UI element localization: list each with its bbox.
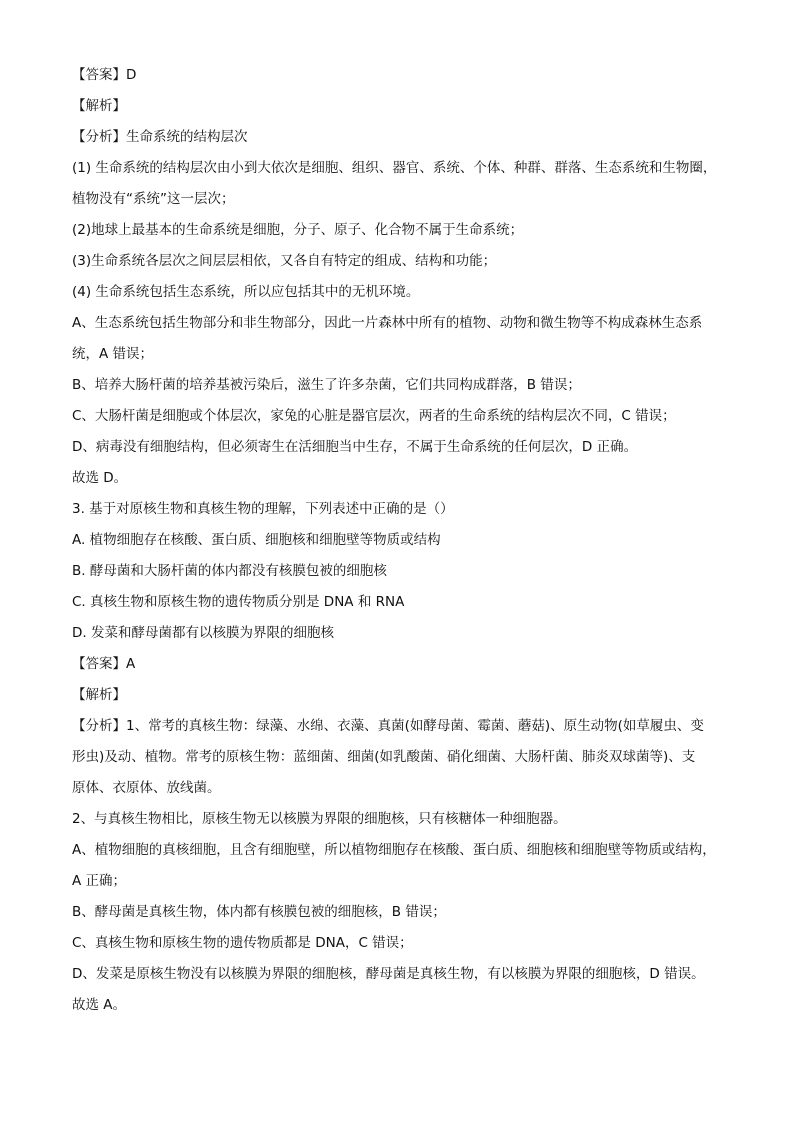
option-c-explanation: C、大肠杆菌是细胞或个体层次，家兔的心脏是器官层次，两者的生命系统的结构层次不同，C 错误； [72, 408, 676, 424]
analysis-point-1-cont: 原体、衣原体、放线菌。 [72, 780, 221, 796]
question-3-option-b: B. 酵母菌和大肠杆菌的体内都没有核膜包被的细胞核 [72, 563, 387, 579]
analysis-heading: 【解析】 [72, 687, 126, 703]
analysis-intro: 【分析】生命系统的结构层次 [72, 129, 248, 145]
analysis-point-2: 2、与真核生物相比，原核生物无以核膜为界限的细胞核，只有核糖体一种细胞器。 [72, 811, 567, 827]
document-page [72, 64, 728, 1025]
analysis-heading: 【解析】 [72, 98, 126, 114]
question-3-option-a: A. 植物细胞存在核酸、蛋白质、细胞核和细胞壁等物质或结构 [72, 532, 441, 548]
question-3-option-d: D. 发菜和酵母菌都有以核膜为界限的细胞核 [72, 625, 334, 641]
answer-line: 【答案】A [72, 656, 136, 672]
option-a-explanation: A、生态系统包括生物部分和非生物部分，因此一片森林中所有的植物、动物和微生物等不构成森林生态系 [72, 315, 703, 331]
option-b-explanation: B、培养大肠杆菌的培养基被污染后，滋生了许多杂菌，它们共同构成群落，B 错误； [72, 377, 581, 393]
option-a-explanation-cont: A 正确； [72, 873, 127, 889]
question-3-option-c: C. 真核生物和原核生物的遗传物质分别是 DNA 和 RNA [72, 594, 405, 610]
option-a-explanation-cont: 统，A 错误； [72, 346, 154, 362]
option-a-explanation: A、植物细胞的真核细胞，且含有细胞壁，所以植物细胞存在核酸、蛋白质、细胞核和细胞壁等物质或结构， [72, 842, 716, 858]
point-1-cont: 植物没有“系统”这一层次； [72, 191, 235, 207]
conclusion-line: 故选 A。 [72, 997, 127, 1013]
point-1: (1) 生命系统的结构层次由小到大依次是细胞、组织、器官、系统、个体、种群、群落、生态系统和生物圈， [72, 160, 717, 176]
option-d-explanation: D、发菜是原核生物没有以核膜为界限的细胞核，酵母菌是真核生物，有以核膜为界限的细胞核，D 错误。 [72, 966, 705, 982]
analysis-point-1-cont: 形虫)及动、植物。常考的原核生物：蓝细菌、细菌(如乳酸菌、硝化细菌、大肠杆菌、肺炎双球菌等)、支 [72, 749, 696, 765]
conclusion-line: 故选 D。 [72, 470, 128, 486]
answer-line: 【答案】D [72, 67, 137, 83]
analysis-point-1: 【分析】1、常考的真核生物：绿藻、水绵、衣藻、真菌(如酵母菌、霉菌、蘑菇)、原生动物(如草履虫、变 [72, 718, 704, 734]
option-c-explanation: C、真核生物和原核生物的遗传物质都是 DNA，C 错误； [72, 935, 413, 951]
point-4: (4) 生命系统包括生态系统，所以应包括其中的无机环境。 [72, 284, 420, 300]
question-3-stem: 3. 基于对原核生物和真核生物的理解，下列表述中正确的是（） [72, 501, 454, 517]
option-d-explanation: D、病毒没有细胞结构，但必须寄生在活细胞当中生存，不属于生命系统的任何层次，D 正确。 [72, 439, 638, 455]
point-3: (3)生命系统各层次之间层层相依，又各自有特定的组成、结构和功能； [72, 253, 497, 269]
point-2: (2)地球上最基本的生命系统是细胞，分子、原子、化合物不属于生命系统； [72, 222, 524, 238]
option-b-explanation: B、酵母菌是真核生物，体内都有核膜包被的细胞核，B 错误； [72, 904, 446, 920]
